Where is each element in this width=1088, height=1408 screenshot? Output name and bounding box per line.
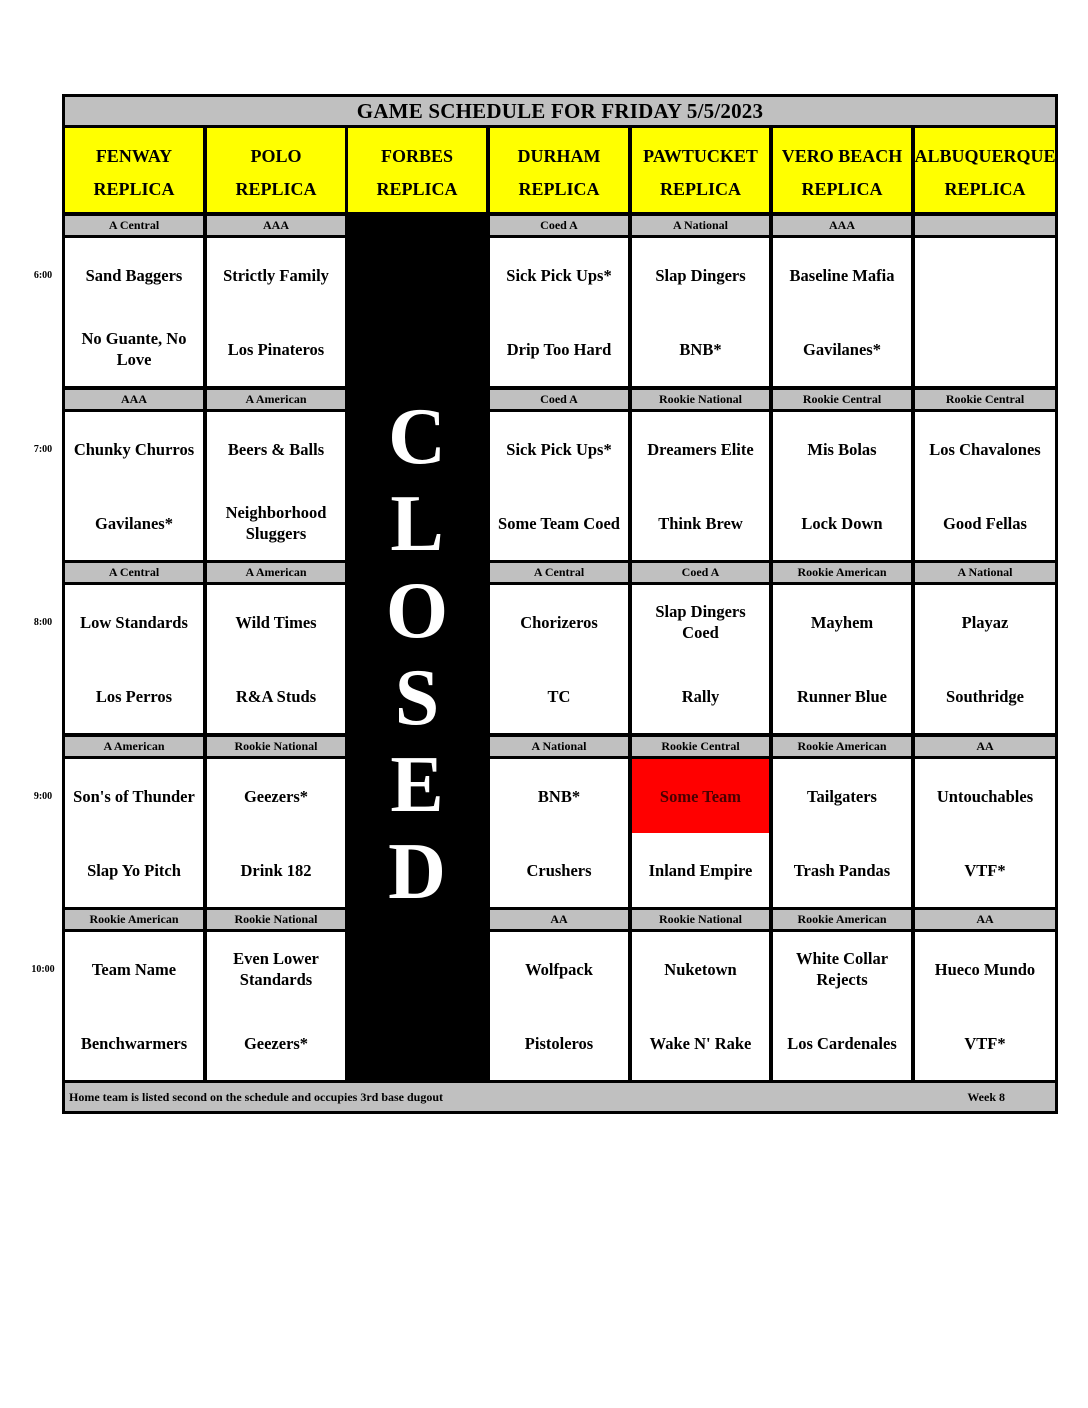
division-label: A American [65,737,203,756]
closed-letter: S [394,654,440,742]
division-label: Rookie National [632,390,769,409]
field-subtitle: REPLICA [659,179,741,199]
away-team: Beers & Balls [227,439,325,459]
home-team [915,312,1055,386]
game-slot [773,932,911,1080]
field-name: ALBUQUERQUE [914,146,1056,166]
home-team: TC [547,686,571,706]
game-slot [773,585,911,733]
away-team: White Collar Rejects [795,949,889,989]
field-header-polo [207,128,345,212]
game-slot [915,412,1055,560]
away-team: BNB* [537,786,581,806]
closed-letter: C [388,393,446,481]
home-team: Drip Too Hard [506,339,612,359]
away-team: Sand Baggers [85,265,183,285]
division-label: Coed A [490,390,628,409]
away-team: Even Lower Standards [233,949,319,989]
schedule-footer [65,1083,1055,1111]
home-team: Neighborhood Sluggers [225,503,327,543]
field-name: FENWAY [95,146,173,166]
home-team: Some Team Coed [498,513,620,533]
division-label: A Central [65,216,203,235]
home-team: Drink 182 [240,860,312,880]
home-team: No Guante, No Love [81,329,187,369]
division-label: A Central [490,563,628,582]
field-subtitle: REPLICA [235,179,317,199]
home-team: VTF* [964,1033,1006,1053]
game-slot [915,238,1055,386]
game-slot [207,238,345,386]
home-team: Southridge [946,686,1024,706]
game-slot [207,585,345,733]
division-label: Rookie American [773,563,911,582]
schedule-title: GAME SCHEDULE FOR FRIDAY 5/5/2023 [65,97,1055,125]
home-team: Good Fellas [943,513,1027,533]
game-slot [490,759,628,907]
game-slot [65,932,203,1080]
division-label: A Central [65,563,203,582]
away-team: Nuketown [664,959,737,979]
field-subtitle: REPLICA [376,179,458,199]
away-team: Los Chavalones [929,439,1041,459]
home-team: Crushers [526,860,592,880]
away-team: Untouchables [936,786,1034,806]
closed-letter: D [388,828,446,916]
division-label: AAA [65,390,203,409]
home-team: Benchwarmers [80,1033,188,1053]
home-team: Los Cardenales [787,1033,897,1053]
game-slot [773,412,911,560]
division-label: A American [207,390,345,409]
division-label: AAA [773,216,911,235]
home-team: BNB* [679,339,722,359]
time-label: 9:00 [33,791,53,802]
away-team: Mis Bolas [807,439,877,459]
game-slot [490,238,628,386]
game-slot [632,412,769,560]
game-slot [632,759,769,907]
division-label [915,216,1055,235]
time-label: 8:00 [33,617,53,628]
game-slot [915,585,1055,733]
division-label: A American [207,563,345,582]
home-team: Slap Yo Pitch [87,860,181,880]
home-team: Geezers* [243,1033,309,1053]
time-label: 6:00 [33,270,53,281]
division-label: Rookie Central [632,737,769,756]
time-label: 10:00 [31,964,55,975]
home-team: Rally [681,686,720,706]
division-label: A National [915,563,1055,582]
division-label: Coed A [632,563,769,582]
home-team: Inland Empire [648,860,753,880]
division-label: Rookie National [207,737,345,756]
field-name: VERO BEACH [781,146,903,166]
field-subtitle: REPLICA [801,179,883,199]
division-label: Rookie American [773,910,911,929]
field-subtitle: REPLICA [93,179,175,199]
closed-letter: O [385,567,449,655]
week-label: Week 8 [967,1089,1005,1104]
division-label: A National [490,737,628,756]
away-team: Team Name [91,959,177,979]
home-team: Gavilanes* [803,339,881,359]
home-team: Think Brew [658,513,743,533]
home-team: Gavilanes* [95,513,173,533]
division-label: Coed A [490,216,628,235]
game-slot [490,585,628,733]
field-subtitle: REPLICA [518,179,600,199]
division-label: AAA [207,216,345,235]
away-team: Strictly Family [223,265,329,285]
field-header-pawtucket [632,128,769,212]
away-team: Slap Dingers Coed [655,602,746,642]
away-team [915,238,1055,312]
division-label: AA [915,910,1055,929]
away-team: Hueco Mundo [934,959,1036,979]
away-team: Some Team [632,759,769,833]
away-team: Playaz [961,612,1009,632]
division-label: Rookie National [632,910,769,929]
field-name: DURHAM [517,146,601,166]
away-team: Son's of Thunder [73,786,195,806]
away-team: Mayhem [810,612,874,632]
home-team: Wake N' Rake [649,1033,752,1053]
game-slot [207,412,345,560]
away-team: Baseline Mafia [789,265,895,285]
home-team: Runner Blue [796,686,887,706]
away-team: Tailgaters [807,786,877,806]
home-team: Los Perros [95,686,173,706]
game-slot [207,759,345,907]
away-team: Geezers* [243,786,309,806]
game-slot [915,932,1055,1080]
field-name: PAWTUCKET [643,146,758,166]
division-label: AA [490,910,628,929]
game-slot [65,759,203,907]
division-label: Rookie Central [773,390,911,409]
closed-field-banner [348,216,486,1080]
game-slot [65,412,203,560]
division-label: Rookie Central [915,390,1055,409]
home-team: Pistoleros [524,1033,594,1053]
away-team: Low Standards [80,612,188,632]
away-team: Sick Pick Ups* [506,439,612,459]
away-team: Chunky Churros [73,439,195,459]
game-slot [915,759,1055,907]
game-slot [632,585,769,733]
game-slot [207,932,345,1080]
away-team: Wild Times [235,612,317,632]
game-slot [490,412,628,560]
division-label: Rookie American [65,910,203,929]
field-name: FORBES [380,146,454,166]
game-slot [773,238,911,386]
away-team: Dreamers Elite [647,439,754,459]
field-subtitle: REPLICA [944,179,1026,199]
field-name: POLO [250,146,302,166]
home-team-note: Home team is listed second on the schedule and occupies 3rd base dugout [69,1089,444,1104]
division-label: Rookie American [773,737,911,756]
field-header-fenway [65,128,203,212]
game-slot [773,759,911,907]
game-slot [65,585,203,733]
field-header-forbes [348,128,486,212]
time-label: 7:00 [33,444,53,455]
home-team: Trash Pandas [793,860,891,880]
division-label: Rookie National [207,910,345,929]
away-team: Wolfpack [525,959,593,979]
game-slot [632,932,769,1080]
home-team: VTF* [964,860,1006,880]
division-label: AA [915,737,1055,756]
home-team: Lock Down [801,513,883,533]
away-team: Sick Pick Ups* [506,265,612,285]
field-header-vero-beach [773,128,911,212]
home-team: Los Pinateros [227,339,325,359]
schedule-table [62,94,1058,1114]
field-header-durham [490,128,628,212]
game-slot [65,238,203,386]
away-team: Slap Dingers [655,265,746,285]
game-slot [490,932,628,1080]
home-team: R&A Studs [235,686,317,706]
division-label: A National [632,216,769,235]
game-slot [632,238,769,386]
away-team: Chorizeros [520,612,598,632]
field-header-albuquerque [915,128,1055,212]
closed-letter: L [390,480,444,568]
closed-letter: E [390,741,444,829]
